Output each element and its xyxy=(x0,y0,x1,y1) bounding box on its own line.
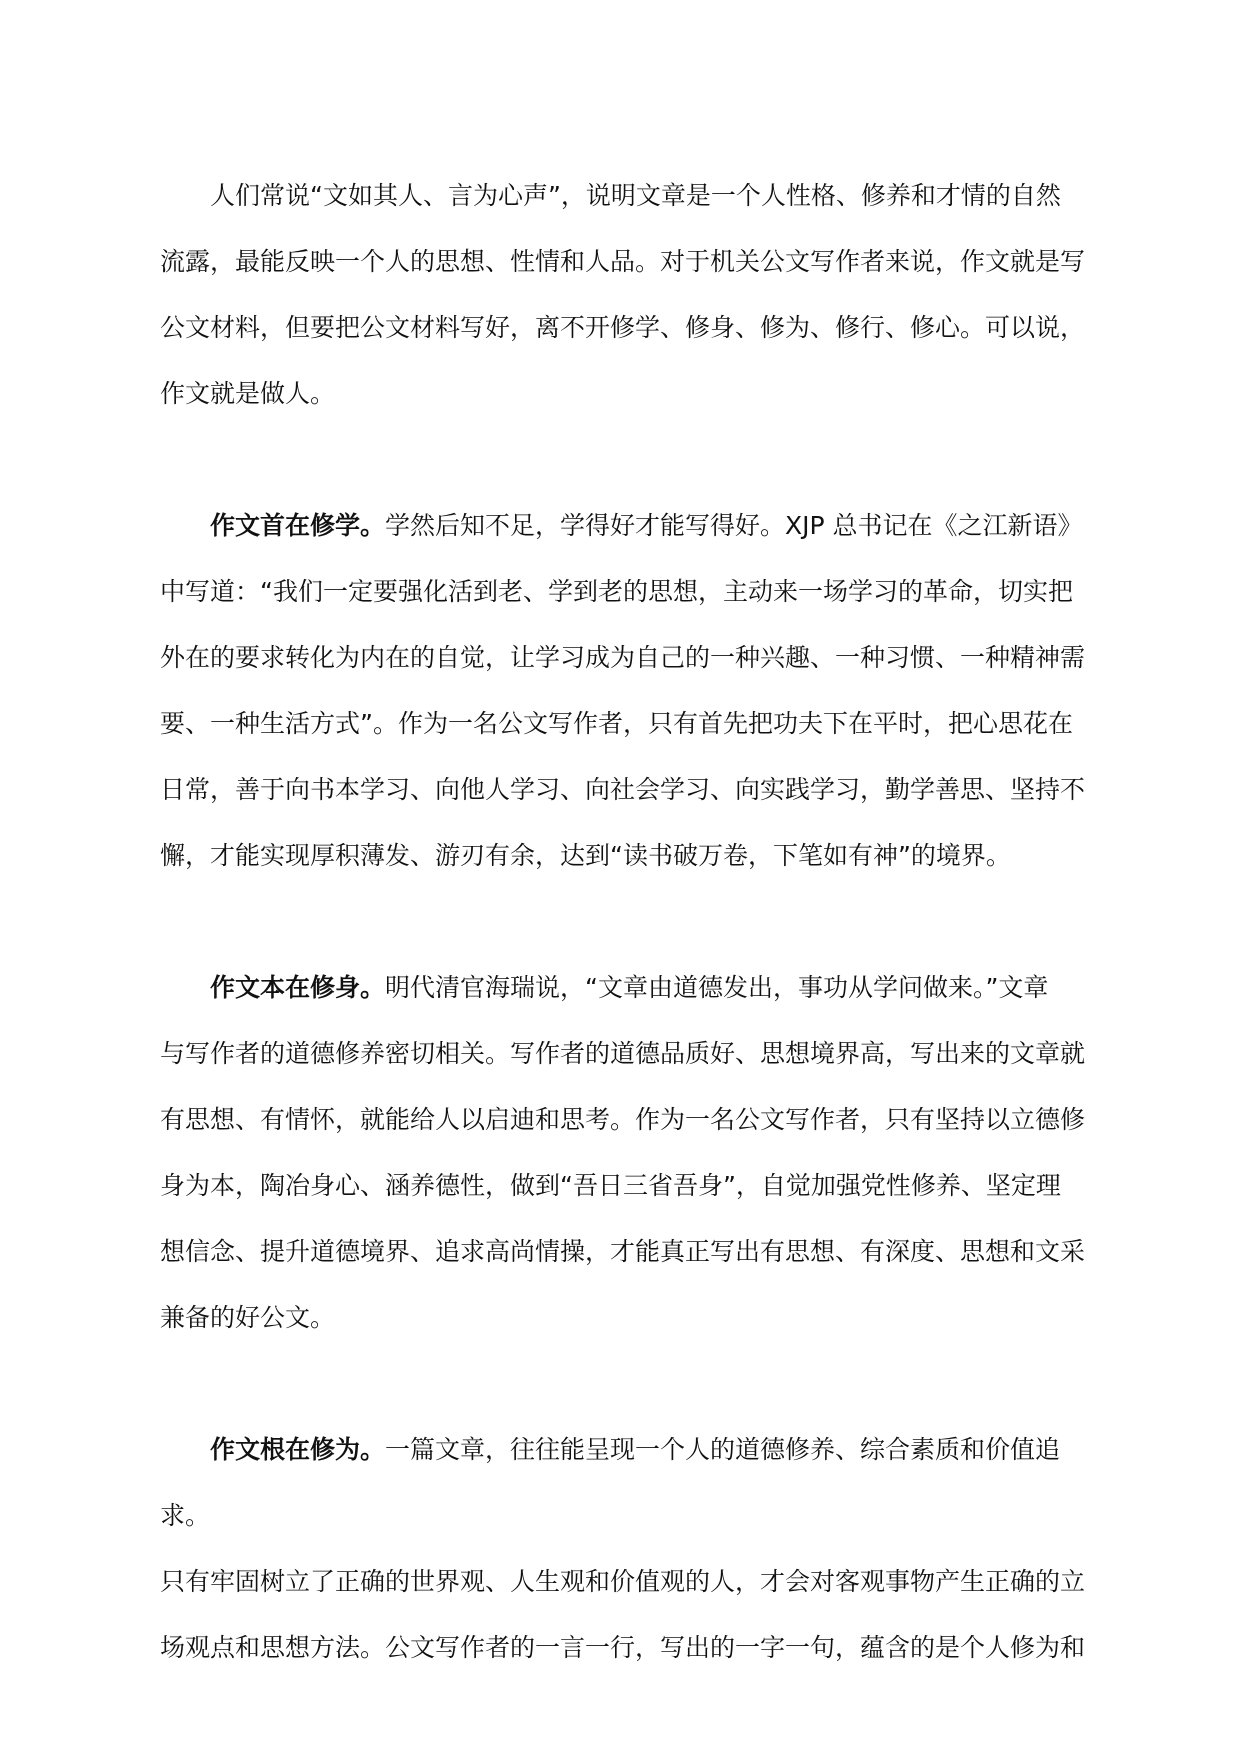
paragraph-self-cultivation xyxy=(160,955,1100,1351)
paragraph-lead: 作文根在修为。 xyxy=(210,1435,386,1464)
paragraph-text: 人们常说“文如其人、言为心声”，说明文章是一个人性格、修养和才情的自然 流露，最能反映一个人的思想、性情和人品。对于机关公文写作者来说，作文就是写 公文材料，但要把公文材料写好，离不开修学、修身、修为、修行、修心。可以说， 作文就是做人。 xyxy=(160,181,1086,408)
paragraph-lead: 作文首在修学。 xyxy=(210,511,386,540)
paragraph-text: 一篇文章，往往能呈现一个人的道德修养、综合素质和价值追求。 只有牢固树立了正确的世界观、人生观和价值观的人，才会对客观事物产生正确的立 场观点和思想方法。公文写作者的一言一行，写出的一字一句，蕴含的是个人修为和 xyxy=(160,1435,1086,1662)
paragraph-intro xyxy=(160,163,1100,427)
document-body xyxy=(160,163,1100,1747)
paragraph-study xyxy=(160,493,1100,889)
paragraph-conduct xyxy=(160,1417,1100,1681)
paragraph-text: 学然后知不足，学得好才能写得好。XJP 总书记在《之江新语》 中写道：“我们一定要强化活到老、学到老的思想，主动来一场学习的革命，切实把 外在的要求转化为内在的自觉，让学习成为自己的一种兴趣、一种习惯、一种精神需 要、一种生活方式”。作为一名公文写作者，只有首先把功夫下在平时，把心思花在 日常，善于向书本学习、向他人学习、向社会学习、向实践学习，勤学善思、坚持不 懈，才能实现厚积薄发、游刃有余，达到“读书破万卷，下笔如有神”的境界。 xyxy=(160,511,1086,870)
paragraph-text: 明代清官海瑞说，“文章由道德发出，事功从学问做来。”文章 与写作者的道德修养密切相关。写作者的道德品质好、思想境界高，写出来的文章就 有思想、有情怀，就能给人以启迪和思考。作为一名公文写作者，只有坚持以立德修 身为本，陶冶身心、涵养德性，做到“吾日三省吾身”，自觉加强党性修养、坚定理 想信念、提升道德境界、追求高尚情操，才能真正写出有思想、有深度、思想和文采 兼备的好公文。 xyxy=(160,973,1086,1332)
paragraph-lead: 作文本在修身。 xyxy=(210,973,386,1002)
